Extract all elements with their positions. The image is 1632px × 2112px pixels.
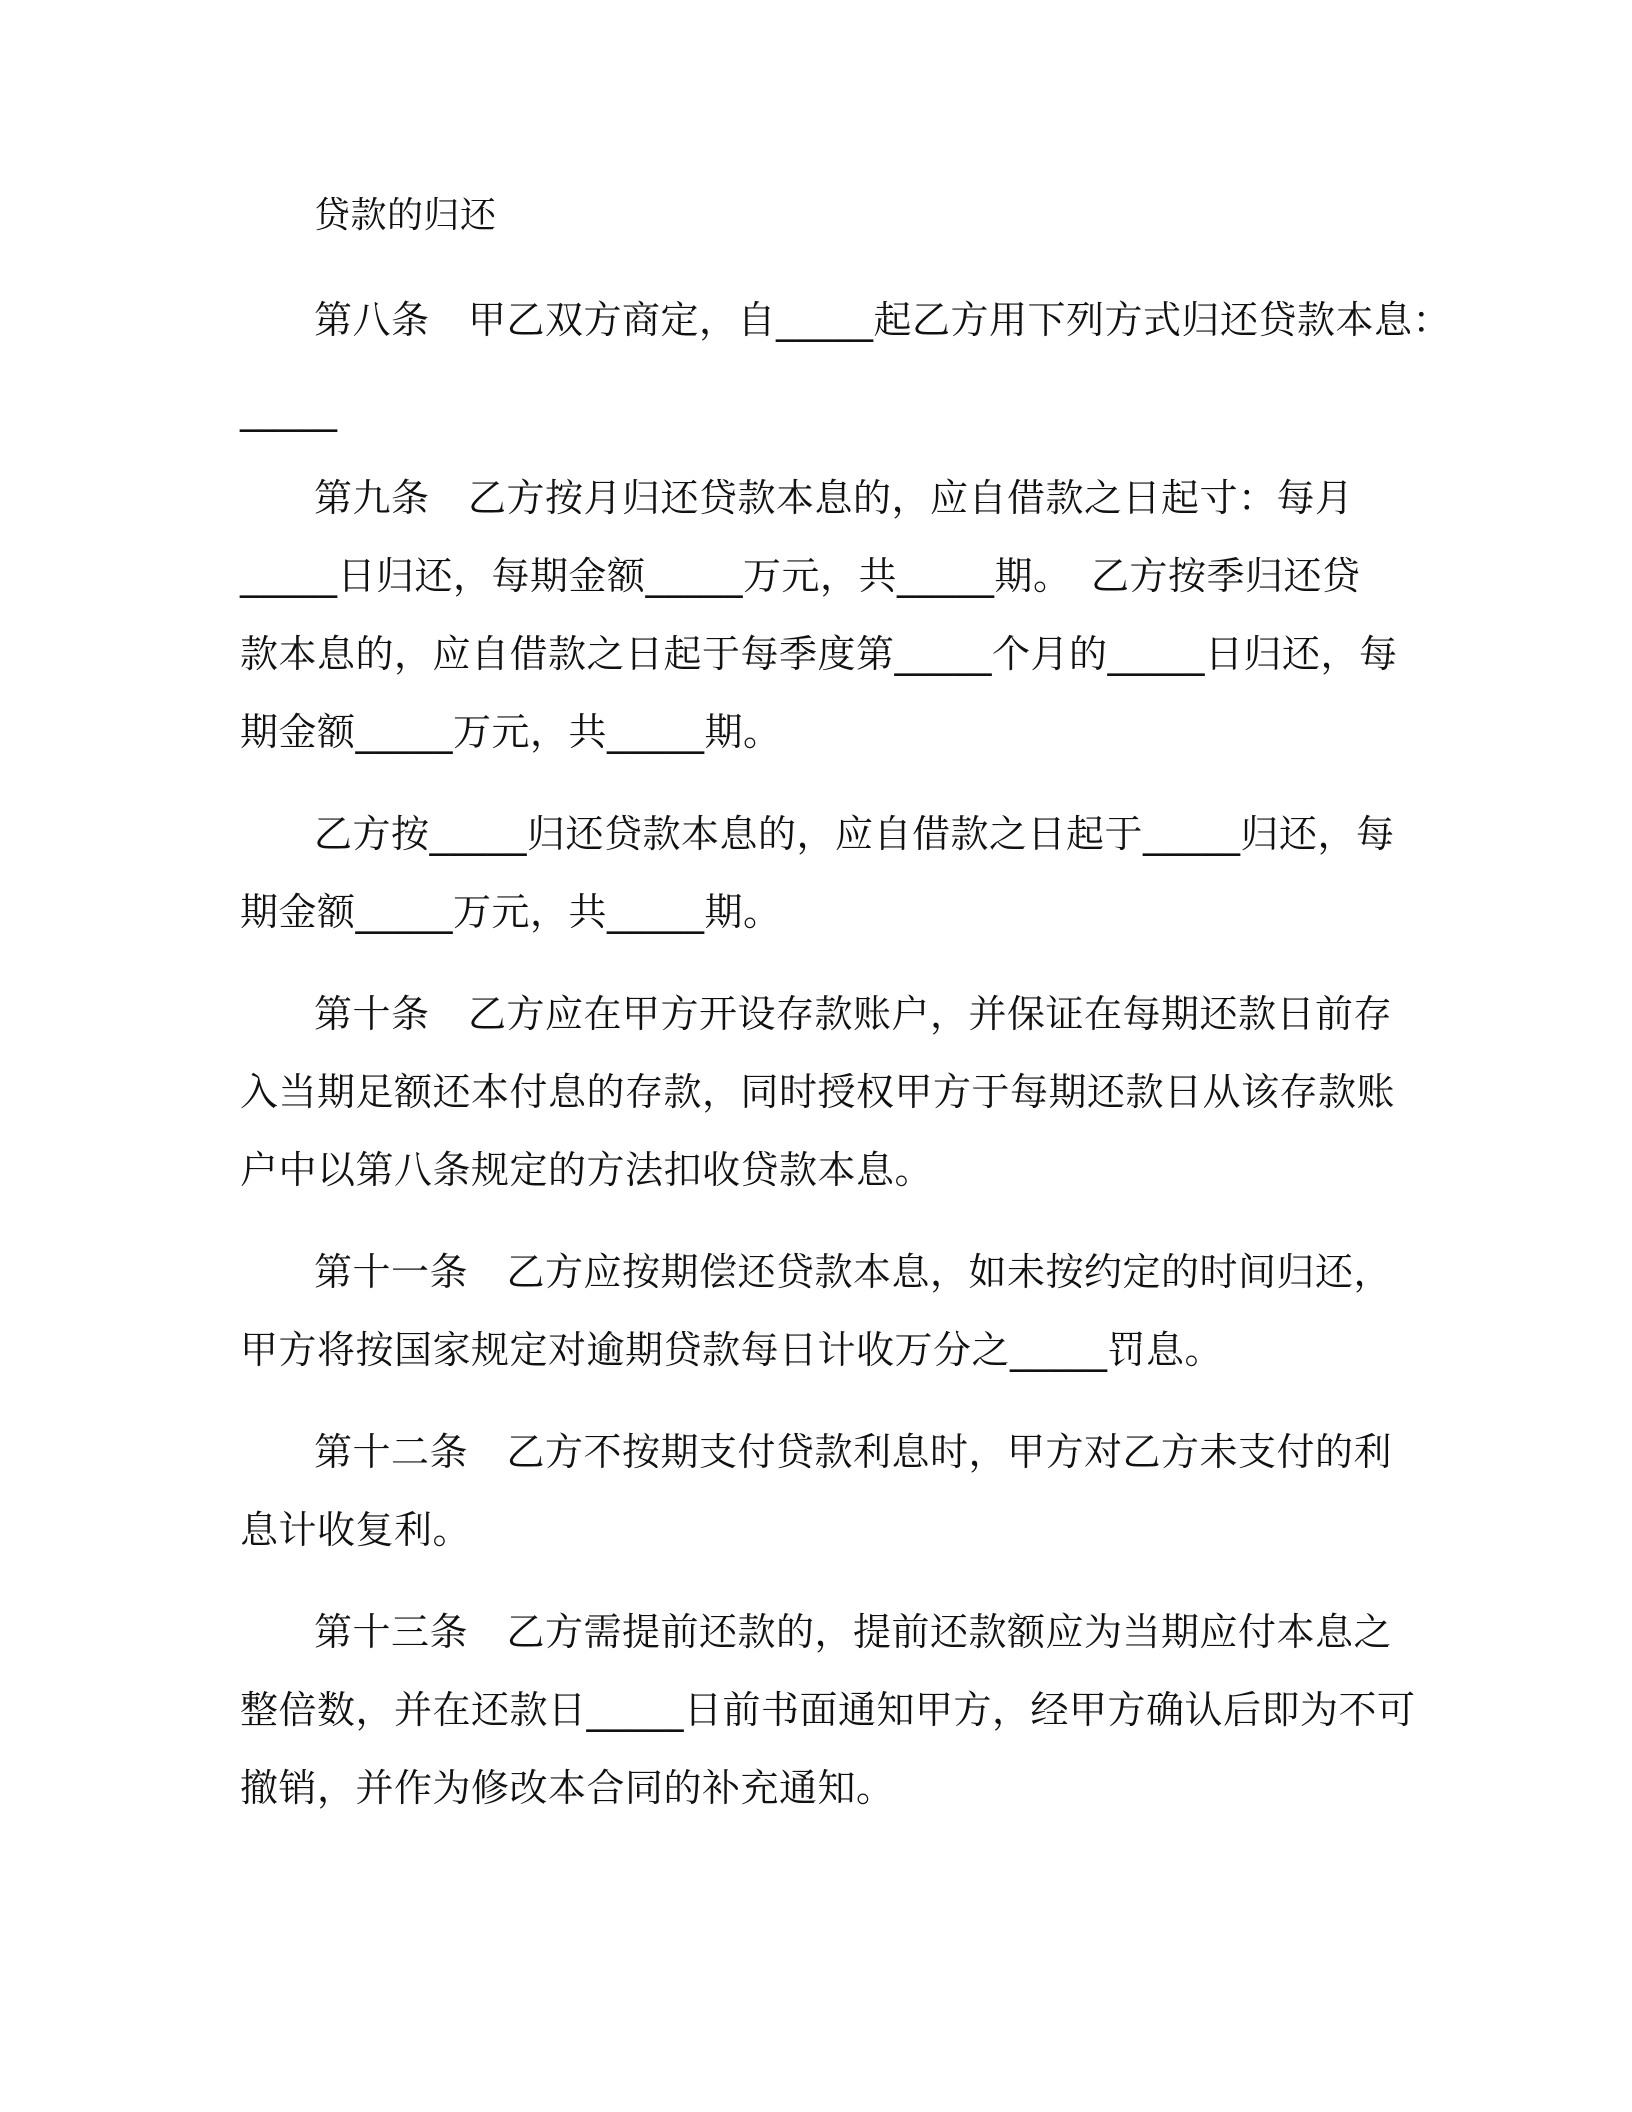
article-9-line-4: 期金额_____万元，共_____期。	[240, 710, 782, 754]
article-12-line-2: 息计收复利。	[240, 1508, 472, 1552]
article-8-line-1: 第八条 甲乙双方商定，自_____起乙方用下列方式归还贷款本息：	[314, 298, 1452, 342]
article-13-line-3: 撤销，并作为修改本合同的补充通知。	[240, 1766, 895, 1810]
article-13-line-1: 第十三条 乙方需提前还款的，提前还款额应为当期应付本息之	[314, 1610, 1393, 1654]
article-10-line-3: 户中以第八条规定的方法扣收贷款本息。	[240, 1148, 934, 1192]
article-9-para2-line-2: 期金额_____万元，共_____期。	[240, 890, 782, 934]
article-10-line-1: 第十条 乙方应在甲方开设存款账户，并保证在每期还款日前存	[314, 992, 1393, 1036]
article-10-line-2: 入当期足额还本付息的存款，同时授权甲方于每期还款日从该存款账	[240, 1070, 1396, 1114]
article-9-line-2: _____日归还，每期金额_____万元，共_____期。 乙方按季归还贷	[240, 554, 1361, 598]
article-11-line-1: 第十一条 乙方应按期偿还贷款本息，如未按约定的时间归还，	[314, 1250, 1393, 1294]
article-8-line-2: _____	[240, 388, 338, 432]
article-9-line-3: 款本息的，应自借款之日起于每季度第_____个月的_____日归还，每	[240, 632, 1398, 676]
article-12-line-1: 第十二条 乙方不按期支付贷款利息时，甲方对乙方未支付的利	[314, 1430, 1393, 1474]
article-13-line-2: 整倍数，并在还款日_____日前书面通知甲方，经甲方确认后即为不可	[240, 1688, 1416, 1732]
article-11-line-2: 甲方将按国家规定对逾期贷款每日计收万分之_____罚息。	[240, 1328, 1224, 1372]
article-9-line-1: 第九条 乙方按月归还贷款本息的，应自借款之日起寸：每月	[314, 476, 1354, 520]
section-heading: 贷款的归还	[314, 195, 497, 236]
article-9-para2-line-1: 乙方按_____归还贷款本息的，应自借款之日起于_____归还，每	[314, 812, 1395, 856]
